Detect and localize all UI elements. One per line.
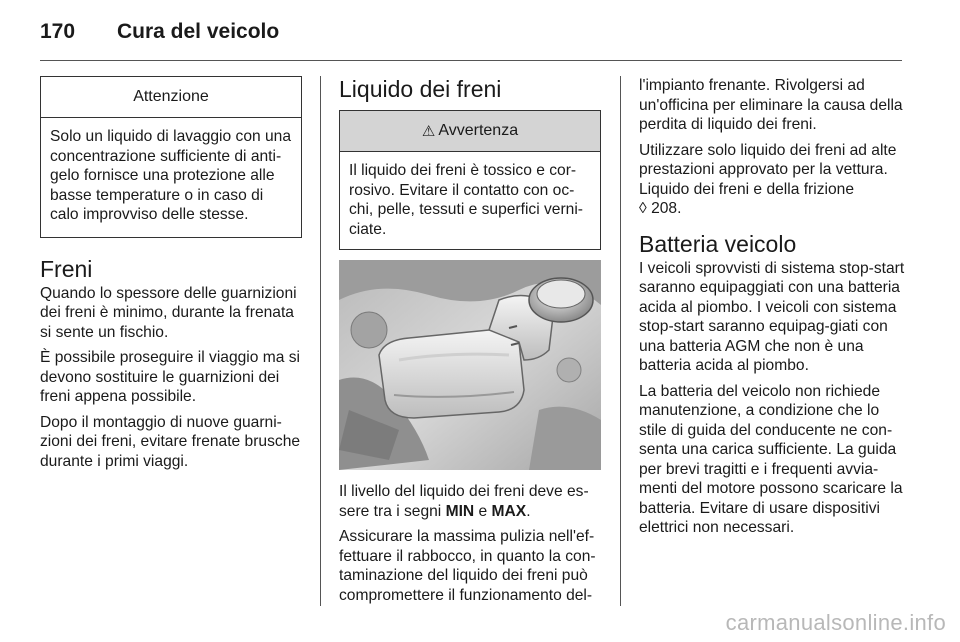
page-reference-icon: ◊	[639, 200, 647, 217]
column-divider-2	[620, 76, 621, 606]
page-number: 170	[40, 20, 76, 43]
battery-paragraph-2: La batteria del veicolo non richiede manutenzione, a condizione che lo stile di guida del conducente ne con-senta una carica sufficiente. La guida per brevi tragitti e i frequenti avvia-menti del motore possono scaricare la batteria. Evitare di usare dispositivi elettrici non necessari.	[639, 382, 903, 536]
brake-fluid-spec-paragraph	[639, 141, 905, 219]
column-divider-1	[320, 76, 321, 606]
caution-box-text: Solo un liquido di lavaggio con una concentrazione sufficiente di anti-gelo fornisce una protezione alle basse temperature o in caso di calo improvviso delle stesse.	[50, 128, 292, 223]
spec-text: Utilizzare solo liquido dei freni ad alte prestazioni approvato per la vettura. Liquido dei freni e della frizione	[639, 141, 897, 198]
freni-paragraph-3: Dopo il montaggio di nuove guarni-zioni dei freni, evitare frenate brusche durante i primi viaggi.	[40, 413, 301, 470]
level-text-mid: e	[474, 502, 492, 520]
heading-freni: Freni	[40, 255, 93, 282]
warning-box-title	[340, 111, 600, 152]
cleanliness-paragraph: Assicurare la massima pulizia nell'ef-fettuare il rabbocco, in quanto la con-taminazione del liquido dei freni può compromettere il funzionamento del-	[339, 528, 596, 604]
watermark: carmanualsonline.info	[725, 610, 946, 635]
freni-paragraph-2: È possibile proseguire il viaggio ma si devono sostituire le guarnizioni dei freni appena possibile.	[40, 349, 301, 405]
max-mark: MAX	[491, 502, 527, 520]
caution-box	[40, 76, 302, 238]
column-3	[639, 76, 905, 544]
header-rule	[40, 60, 902, 61]
heading-batteria-veicolo: Batteria veicolo	[639, 230, 797, 257]
warning-box-text: Il liquido dei freni è tossico e cor-rosivo. Evitare il contatto con oc-chi, pelle, tessuti e superfici verni-ciate.	[349, 162, 584, 238]
column-2	[339, 76, 601, 611]
caution-box-title: Attenzione	[41, 77, 301, 118]
page-reference: 208.	[651, 200, 682, 217]
freni-paragraph-1: Quando lo spessore delle guarnizioni dei freni è minimo, durante la frenata si sente un fischio.	[40, 284, 297, 341]
brake-fluid-reservoir-photo	[339, 260, 601, 470]
heading-liquido-freni: Liquido dei freni	[339, 76, 502, 102]
level-paragraph	[339, 482, 601, 521]
level-text-end: .	[526, 502, 531, 520]
level-text-start: Il livello del liquido dei freni deve es-sere tra i segni	[339, 483, 589, 520]
warning-box	[339, 110, 601, 250]
section-title: Cura del veicolo	[117, 20, 280, 43]
warning-box-title-text: Avvertenza	[438, 122, 519, 139]
continued-paragraph: l'impianto frenante. Rivolgersi ad un'officina per eliminare la causa della perdita di liquido dei freni.	[639, 77, 903, 133]
column-1	[40, 76, 302, 477]
warning-triangle-icon: ⚠	[421, 123, 436, 140]
min-mark: MIN	[445, 502, 475, 520]
battery-paragraph-1: I veicoli sprovvisti di sistema stop-start saranno equipaggiati con una batteria acida al piombo. I veicoli con sistema stop-start saranno equipag-giati con una batteria AGM che non è una batteria acida al piombo.	[639, 259, 905, 374]
brake-reservoir-illustration	[339, 260, 601, 470]
